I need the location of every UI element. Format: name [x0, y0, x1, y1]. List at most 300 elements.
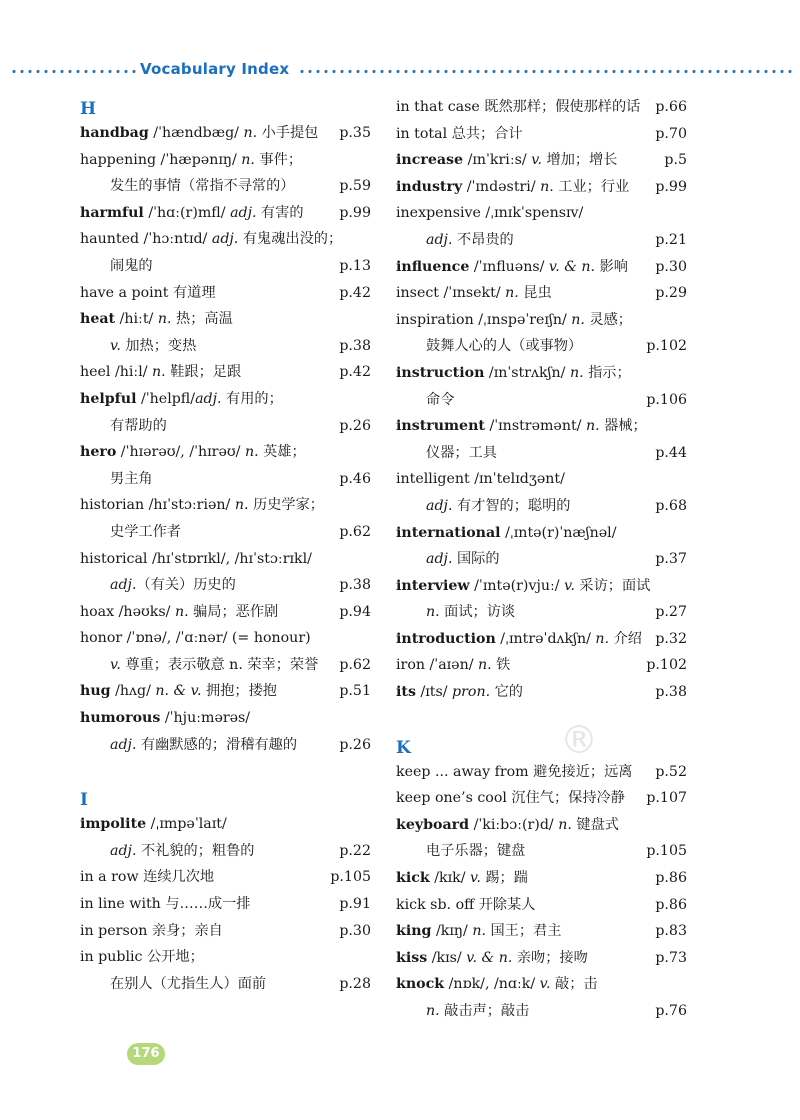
definition: 事件； — [254, 151, 303, 168]
entry-body: in a row 连续几次地 — [80, 869, 215, 886]
page-ref: p.26 — [339, 736, 371, 753]
page-ref: p.102 — [646, 338, 687, 355]
part-of-speech: n. — [558, 816, 572, 833]
entry-text — [396, 200, 583, 227]
part-of-speech: adj. — [110, 736, 137, 753]
index-entry — [80, 918, 371, 945]
index-entry — [396, 387, 687, 414]
entry-body: /ɪnˈkriːs/ — [463, 152, 532, 169]
definition: 昆虫 — [518, 285, 552, 302]
part-of-speech: v. — [110, 337, 121, 354]
definition: 亲吻；接吻 — [512, 949, 588, 966]
page-ref: p.30 — [339, 922, 371, 939]
page-ref: p.29 — [655, 285, 687, 302]
part-of-speech: adj. — [426, 551, 453, 568]
definition: 器械； — [599, 418, 647, 435]
headword: handbag — [80, 125, 149, 141]
part-of-speech: n. — [152, 364, 166, 381]
dotted-rule-right — [298, 70, 796, 73]
index-entry — [80, 147, 371, 174]
index-entry — [80, 253, 371, 280]
index-entry — [396, 679, 687, 706]
entry-text — [110, 253, 153, 280]
index-entry — [396, 546, 687, 573]
definition: 有幽默感的；滑稽有趣的 — [136, 736, 298, 753]
entry-body: hoax /həʊks/ — [80, 603, 175, 620]
entry-text — [110, 333, 196, 360]
entry-body: inspiration /ˌɪnspəˈreɪʃn/ — [396, 311, 572, 328]
index-entry — [396, 333, 687, 360]
entry-body: happening /ˈhæpənɪŋ/ — [80, 151, 242, 168]
index-column-right — [396, 94, 687, 1025]
page-ref: p.13 — [339, 257, 371, 274]
entry-text — [80, 918, 223, 945]
entry-text — [80, 147, 302, 174]
definition: 拥抱；搂抱 — [201, 683, 277, 700]
entry-text — [396, 121, 523, 148]
definition: 它的 — [490, 684, 523, 701]
index-entry — [396, 652, 687, 679]
index-entry — [80, 413, 371, 440]
entry-text — [396, 759, 632, 786]
entry-body: 在别人（尤指生人）面前 — [110, 975, 267, 992]
index-entry — [80, 572, 371, 599]
dotted-rule-left — [10, 70, 136, 73]
definition: 有才智的；聪明的 — [452, 497, 571, 514]
part-of-speech: adj. — [195, 390, 222, 407]
page-ref: p.106 — [646, 391, 687, 408]
part-of-speech: n. — [426, 1003, 440, 1019]
page-ref: p.73 — [655, 949, 687, 966]
index-entry — [80, 439, 371, 466]
section-letter: I — [80, 790, 88, 811]
index-entry — [396, 200, 687, 227]
entry-text — [80, 200, 304, 227]
entry-text — [110, 413, 167, 440]
entry-text — [110, 572, 236, 599]
headword: harmful — [80, 204, 144, 221]
entry-text — [110, 971, 266, 998]
page-ref: p.62 — [339, 656, 371, 673]
page-ref: p.46 — [339, 470, 371, 487]
definition: 国际的 — [452, 551, 500, 568]
page-ref: p.70 — [655, 125, 687, 142]
index-entry — [396, 94, 687, 121]
entry-body: honor /ˈɒnə/, /ˈɑːnər/ (= honour) — [80, 630, 311, 647]
index-entry — [396, 440, 687, 467]
headword: king — [396, 923, 432, 940]
entry-body: iron /ˈaɪən/ — [396, 657, 479, 674]
part-of-speech: adj. — [426, 231, 453, 248]
page-ref: p.22 — [339, 842, 371, 859]
entry-text — [396, 94, 640, 121]
definition: 灵感； — [584, 311, 632, 328]
entry-body: kick sb. off 开除某人 — [396, 896, 536, 913]
entry-body: insect /ˈɪnsekt/ — [396, 285, 506, 302]
entry-text — [80, 546, 312, 573]
entry-body: /ˈhɑː(r)mfl/ — [143, 204, 231, 221]
section-letter: K — [396, 737, 411, 758]
entry-body: inexpensive /ˌɪnɪkˈspensɪv/ — [396, 205, 584, 222]
entry-text — [80, 944, 204, 971]
index-entry — [80, 678, 371, 705]
entry-body: 电子乐器；键盘 — [426, 843, 526, 860]
entry-body: in person 亲身；亲自 — [80, 922, 223, 939]
entry-body: in that case 既然那样；假使那样的话 — [396, 99, 641, 115]
entry-text — [426, 546, 500, 573]
entry-text — [396, 626, 642, 653]
entry-text — [80, 386, 283, 413]
entry-body: /hiːt/ — [115, 311, 158, 328]
index-entry — [80, 864, 371, 891]
entry-text — [80, 891, 250, 918]
index-entry — [396, 998, 687, 1025]
index-entry — [80, 971, 371, 998]
definition: 国王；君主 — [485, 923, 562, 940]
headword: its — [396, 684, 416, 701]
page-ref: p.99 — [655, 178, 687, 195]
entry-text — [80, 599, 278, 626]
index-entry — [80, 226, 371, 253]
entry-text — [80, 864, 214, 891]
page-ref: p.42 — [339, 284, 371, 301]
index-entry — [396, 945, 687, 972]
entry-text — [80, 705, 250, 732]
page-ref: p.66 — [655, 99, 687, 115]
entry-text — [396, 865, 528, 892]
part-of-speech: n. — [426, 604, 440, 621]
index-entry — [396, 838, 687, 865]
index-entry — [396, 121, 687, 148]
definition: 鞋跟；足跟 — [165, 364, 242, 381]
page-ref: p.83 — [655, 923, 687, 940]
entry-body: historian /hɪˈstɔːriən/ — [80, 497, 235, 514]
entry-body: /ˈɪntə(r)vjuː/ — [469, 577, 565, 594]
index-entry — [80, 546, 371, 573]
page-ref: p.62 — [339, 523, 371, 540]
entry-body: /ˈhjuːmərəs/ — [160, 710, 251, 727]
headword: hero — [80, 444, 117, 461]
headword: influence — [396, 258, 470, 275]
entry-text — [396, 520, 616, 547]
definition: 敲；击 — [550, 976, 598, 993]
page-ref: p.86 — [655, 896, 687, 913]
index-entry — [80, 891, 371, 918]
page-ref: p.105 — [330, 869, 371, 886]
page-ref: p.99 — [339, 204, 371, 221]
index-entry — [396, 785, 687, 812]
entry-text — [396, 679, 523, 706]
headword: international — [396, 524, 501, 541]
index-entry — [396, 520, 687, 547]
part-of-speech: n. — [478, 657, 492, 674]
part-of-speech: n. — [571, 311, 585, 328]
definition: 骗局；恶作剧 — [188, 603, 279, 620]
index-entry — [396, 918, 687, 945]
entry-text — [80, 811, 227, 838]
entry-text — [396, 254, 628, 281]
index-entry — [80, 811, 371, 838]
page-ref: p.42 — [339, 364, 371, 381]
index-entry — [396, 599, 687, 626]
entry-body: in line with 与……成一排 — [80, 896, 251, 913]
headword: helpful — [80, 390, 137, 407]
watermark-mark: ® — [560, 718, 598, 762]
entry-text — [80, 492, 324, 519]
entry-text — [80, 120, 318, 147]
entry-body: /ˌɪntə(r)ˈnæʃnəl/ — [500, 524, 617, 541]
entry-text — [396, 360, 631, 387]
part-of-speech: n. — [244, 444, 259, 461]
entry-text — [110, 652, 318, 679]
index-entry — [396, 413, 687, 440]
entry-text — [110, 466, 153, 493]
entry-body: /ˌɪntrəˈdʌkʃn/ — [495, 630, 596, 647]
definition: 敲击声；敲击 — [439, 1003, 530, 1019]
headword: interview — [396, 577, 470, 594]
index-entry — [80, 705, 371, 732]
part-of-speech: adj. — [230, 204, 257, 221]
definition: 影响 — [595, 258, 628, 275]
part-of-speech: n. & v. — [155, 683, 202, 700]
headword: knock — [396, 976, 445, 993]
index-entry — [80, 120, 371, 147]
definition: 面试；访谈 — [439, 604, 516, 621]
section-gap — [80, 758, 371, 785]
index-entry — [80, 625, 371, 652]
index-entry — [80, 333, 371, 360]
page-ref: p.32 — [655, 630, 687, 647]
definition: 不昂贵的 — [452, 231, 514, 248]
entry-body: /kɪŋ/ — [431, 923, 473, 940]
page-ref: p.86 — [655, 870, 687, 887]
entry-body: heel /hiːl/ — [80, 364, 153, 381]
definition: 有用的； — [221, 390, 283, 407]
entry-text — [396, 945, 588, 972]
definition: 介绍 — [609, 630, 642, 647]
part-of-speech: n. — [241, 151, 255, 168]
part-of-speech: v. — [470, 870, 481, 887]
header-title: Vocabulary Index — [140, 60, 290, 78]
headword: instrument — [396, 418, 485, 435]
part-of-speech: v. — [531, 152, 543, 169]
entry-body: /ˈɪnfluəns/ — [469, 258, 549, 275]
headword: keyboard — [396, 816, 470, 833]
entry-text — [426, 599, 515, 626]
entry-body: /ˌɪmpəˈlaɪt/ — [146, 816, 227, 833]
part-of-speech: v. — [110, 656, 121, 673]
index-entry — [80, 732, 371, 759]
entry-body: /hʌg/ — [110, 683, 156, 700]
index-entry — [396, 573, 687, 600]
entry-body: 仪器；工具 — [426, 444, 497, 461]
definition: 增加；增长 — [542, 152, 618, 169]
index-entry — [396, 254, 687, 281]
part-of-speech: n. — [505, 285, 519, 302]
index-entry — [396, 280, 687, 307]
entry-text — [110, 838, 254, 865]
index-entry — [80, 386, 371, 413]
part-of-speech: adj. — [211, 231, 239, 248]
entry-body: intelligent /ɪnˈtelɪdʒənt/ — [396, 471, 565, 488]
entry-body: 有帮助的 — [110, 417, 167, 434]
index-entry — [80, 280, 371, 307]
entry-text — [426, 838, 525, 865]
entry-body: /ˈhelpfl/ — [136, 390, 196, 407]
page-ref: p.37 — [655, 551, 687, 568]
part-of-speech: adj. — [110, 577, 137, 594]
index-entry — [80, 492, 371, 519]
definition: 尊重；表示敬意 n. 荣幸；荣誉 — [120, 656, 319, 673]
entry-body: have a point 有道理 — [80, 284, 216, 301]
entry-text — [396, 785, 625, 812]
entry-text — [426, 227, 514, 254]
entry-body: /kɪk/ — [429, 870, 471, 887]
part-of-speech: v. — [564, 577, 575, 594]
entry-text — [426, 387, 454, 414]
page-ref: p.38 — [655, 684, 687, 701]
page-ref: p.107 — [646, 790, 687, 807]
index-entry — [80, 466, 371, 493]
index-entry — [396, 493, 687, 520]
entry-text — [396, 812, 619, 839]
index-entry — [80, 519, 371, 546]
entry-text — [80, 625, 311, 652]
definition: 指示； — [583, 364, 631, 381]
index-entry — [396, 174, 687, 201]
index-entry — [396, 865, 687, 892]
page-ref: p.27 — [655, 604, 687, 621]
entry-body: /ˈɪnstrəmənt/ — [484, 418, 586, 435]
entry-text — [396, 413, 647, 440]
entry-body: /nɒk/, /nɑːk/ — [444, 976, 540, 993]
entry-text — [80, 280, 216, 307]
entry-body: /ˈhɪərəʊ/, /ˈhɪrəʊ/ — [116, 444, 245, 461]
entry-body: 命令 — [426, 391, 455, 408]
page-ref: p.94 — [339, 603, 371, 620]
part-of-speech: v. & n. — [466, 949, 513, 966]
entry-text — [110, 732, 297, 759]
entry-body: /ɪts/ — [415, 684, 453, 701]
index-entry — [80, 306, 371, 333]
definition: 键盘式 — [571, 816, 619, 833]
index-entry — [396, 626, 687, 653]
entry-body: in public 公开地； — [80, 949, 204, 966]
entry-text — [396, 466, 565, 493]
definition: 有害的 — [256, 204, 304, 221]
index-entry — [396, 812, 687, 839]
index-entry — [396, 892, 687, 919]
definition: 工业；行业 — [553, 178, 630, 195]
entry-text — [396, 147, 618, 174]
index-entry — [80, 599, 371, 626]
headword: introduction — [396, 630, 496, 647]
index-entry — [396, 360, 687, 387]
entry-body: 男主角 — [110, 470, 153, 487]
entry-text — [110, 519, 181, 546]
index-entry — [396, 759, 687, 786]
index-entry — [80, 944, 371, 971]
entry-text — [80, 226, 342, 253]
entry-text — [80, 306, 233, 333]
part-of-speech: n. — [174, 603, 189, 620]
index-entry — [80, 838, 371, 865]
entry-body: 发生的事情（常指不寻常的） — [110, 178, 295, 195]
index-entry — [396, 971, 687, 998]
headword: heat — [80, 311, 116, 328]
page-ref: p.38 — [339, 337, 371, 354]
page-ref: p.102 — [646, 657, 687, 674]
page-ref: p.105 — [646, 843, 687, 860]
part-of-speech: adj. — [426, 497, 453, 514]
entry-body: 史学工作者 — [110, 523, 181, 540]
page-ref: p.76 — [655, 1003, 687, 1019]
page-number-badge: 176 — [127, 1043, 165, 1065]
entry-text — [426, 493, 570, 520]
part-of-speech: n. — [585, 418, 600, 435]
entry-text — [426, 440, 497, 467]
page-ref: p.44 — [655, 444, 687, 461]
entry-text — [396, 971, 598, 998]
page-ref: p.30 — [655, 258, 687, 275]
entry-text — [110, 173, 294, 200]
index-column-left — [80, 94, 371, 997]
page-ref: p.38 — [339, 577, 371, 594]
index-entry — [396, 147, 687, 174]
entry-text — [426, 998, 529, 1025]
entry-text — [80, 678, 277, 705]
entry-body: historical /hɪˈstɒrɪkl/, /hɪˈstɔːrɪkl/ — [80, 550, 312, 567]
section-header — [0, 58, 800, 84]
entry-text — [426, 333, 582, 360]
page-ref: p.59 — [339, 178, 371, 195]
definition: （有关）历史的 — [136, 577, 236, 594]
page-ref: p.51 — [339, 683, 371, 700]
entry-text — [396, 174, 629, 201]
entry-text — [80, 439, 306, 466]
part-of-speech: n. — [569, 364, 584, 381]
headword: kick — [396, 870, 430, 887]
headword: humorous — [80, 710, 161, 727]
entry-text — [396, 307, 632, 334]
part-of-speech: n. — [243, 125, 258, 141]
index-entry — [80, 652, 371, 679]
headword: impolite — [80, 816, 147, 833]
entry-body: /ˈkiːbɔː(r)d/ — [469, 816, 559, 833]
page-ref: p.91 — [339, 896, 371, 913]
entry-body: haunted /ˈhɔːntɪd/ — [80, 231, 212, 248]
part-of-speech: adj. — [110, 842, 137, 859]
index-entry — [80, 359, 371, 386]
page-ref: p.26 — [339, 417, 371, 434]
entry-text — [396, 918, 561, 945]
entry-body: keep ... away from 避免接近；远离 — [396, 763, 633, 780]
definition: 铁 — [491, 657, 511, 674]
definition: 采访；面试 — [574, 577, 651, 594]
definition: 小手提包 — [257, 125, 319, 141]
entry-body: /ˈɪndəstri/ — [462, 178, 541, 195]
headword: instruction — [396, 364, 485, 381]
part-of-speech: n. — [595, 630, 610, 647]
part-of-speech: v. — [539, 976, 551, 993]
definition: 历史学家； — [248, 497, 324, 514]
entry-text — [396, 573, 650, 600]
entry-body: keep one’s cool 沉住气；保持冷静 — [396, 790, 625, 807]
section-gap — [396, 706, 687, 733]
section-letter: H — [80, 99, 97, 119]
part-of-speech: v. & n. — [548, 258, 596, 275]
entry-body: 鼓舞人心的人（或事物） — [426, 338, 583, 355]
